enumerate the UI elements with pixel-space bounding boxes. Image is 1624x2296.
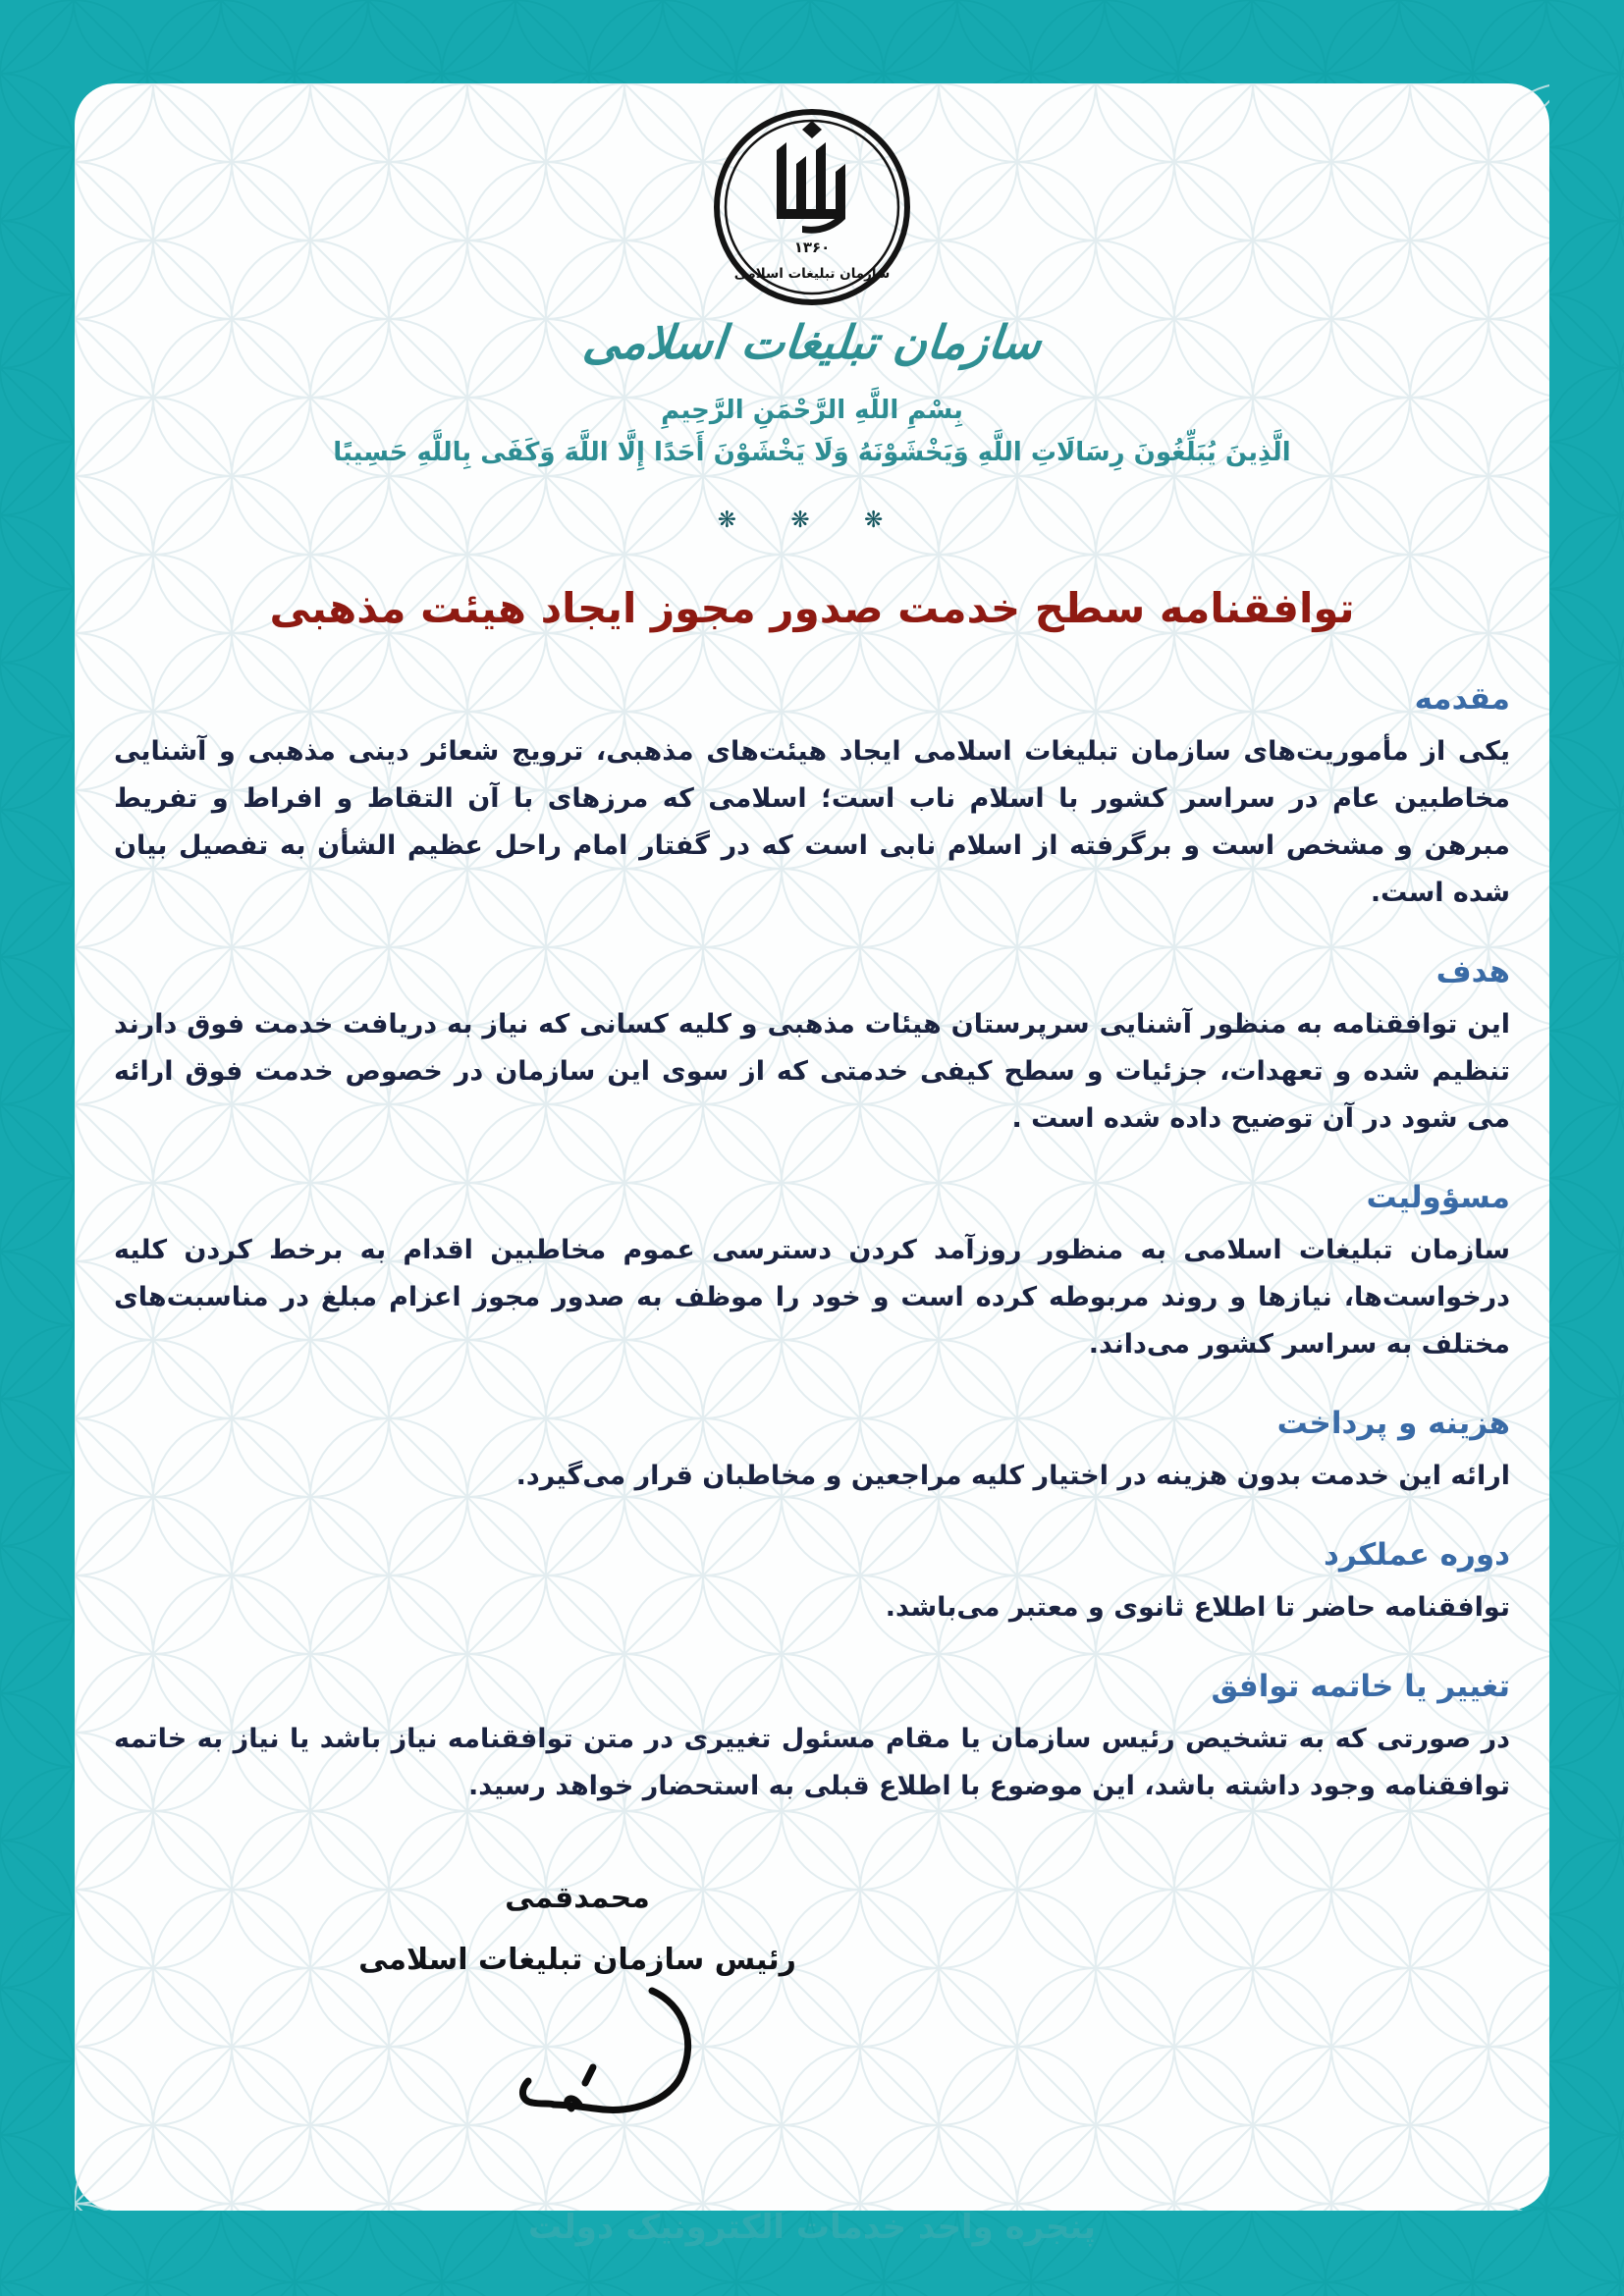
sections-list xyxy=(114,681,1510,1811)
section-heading: دوره عملکرد xyxy=(1324,1537,1510,1574)
section-hazineh-pardakht xyxy=(114,1406,1510,1500)
footer-text: پنجره واحد خدمات الکترونیک دولت xyxy=(528,2208,1096,2248)
bismillah-line: بِسْمِ اللَّهِ الرَّحْمَنِ الرَّحِيمِ xyxy=(661,395,963,425)
quran-verse-line: الَّذِينَ يُبَلِّغُونَ رِسَالَاتِ اللَّهِ وَيَخْشَوْنَهُ وَلَا يَخْشَوْنَ أَحَدًا إِلَّا اللَّهَ وَكَفَى بِاللَّهِ حَسِيبًا xyxy=(333,437,1291,467)
section-taghir-khatemeh xyxy=(114,1669,1510,1810)
logo-block xyxy=(114,103,1510,315)
section-body: در صورتی که به تشخیص رئیس سازمان یا مقام مسئول تغییری در متن توافقنامه نیاز باشد یا نیاز به خاتمه توافقنامه وجود داشته باشد، این موضوع با اطلاع قبلی به استحضار خواهد رسید. xyxy=(114,1724,1510,1802)
kufic-calligraphy-glyph xyxy=(777,121,845,234)
section-heading: تغییر یا خاتمه توافق xyxy=(1211,1669,1510,1705)
document-title: توافقنامه سطح خدمت صدور مجوز ایجاد هیئت مذهبی xyxy=(269,583,1355,632)
section-body: این توافقنامه به منظور آشنایی سرپرستان هیئات مذهبی و کلیه کسانی که نیاز به دریافت خدمت فوق دارند تنظیم شده و تعهدات، جزئیات و سطح کیفی خدمتی که از سوی این سازمان در خصوص خدمت فوق ارائه می شود در آن توضیح داده شده است . xyxy=(114,1008,1510,1134)
organization-emblem-icon xyxy=(708,103,916,311)
emblem-year: ۱۳۶۰ xyxy=(793,239,831,256)
section-body: توافقنامه حاضر تا اطلاع ثانوی و معتبر می‌باشد. xyxy=(885,1592,1510,1624)
signature-block xyxy=(332,1881,823,2145)
section-heading: مسؤولیت xyxy=(1366,1179,1510,1215)
section-moghaddameh xyxy=(114,681,1510,917)
signature-scribble xyxy=(477,1983,791,2145)
document-page xyxy=(75,83,1549,2248)
section-heading: هزینه و پرداخت xyxy=(1276,1406,1510,1442)
emblem-org-name: سازمان تبلیغات اسلامی xyxy=(733,266,891,282)
section-body: یکی از مأموریت‌های سازمان تبلیغات اسلامی ایجاد هیئت‌های مذهبی، ترویج شعائر دینی مذهبی و آشنایی مخاطبین عام در سراسر کشور با اسلام ناب است؛ اسلامی که مرزهای با آن التقاط و افراط و تفریط مبرهن و مشخص است و برگرفته از اسلام نابی است که در گفتار امام راحل عظیم الشأن به تفصیل بیان شده است. xyxy=(114,735,1510,908)
section-body: ارائه این خدمت بدون هزینه در اختیار کلیه مراجعین و مخاطبان قرار می‌گیرد. xyxy=(515,1461,1510,1492)
section-masouliat xyxy=(114,1180,1510,1368)
document-content xyxy=(75,83,1549,2247)
signer-role: رئیس سازمان تبلیغات اسلامی xyxy=(358,1943,796,1978)
section-doreh-amalkard xyxy=(114,1537,1510,1631)
org-calligraphy: سازمان تبلیغات اسلامی xyxy=(580,316,1045,370)
asterisk-divider: ❋ ❋ ❋ xyxy=(717,507,907,533)
signer-name: محمدقمی xyxy=(505,1881,650,1916)
section-hadaf xyxy=(114,954,1510,1143)
section-heading: هدف xyxy=(1435,953,1510,989)
section-heading: مقدمه xyxy=(1414,680,1510,717)
section-body: سازمان تبلیغات اسلامی به منظور روزآمد کردن دسترسی عموم مخاطبین اقدام به برخط کردن کلیه درخواست‌ها، نیازها و روند مربوطه کرده است و خود را موظف به صدور مجوز اعزام مبلغ در مناسبت‌های مختلف به سراسر کشور می‌داند. xyxy=(114,1234,1510,1361)
